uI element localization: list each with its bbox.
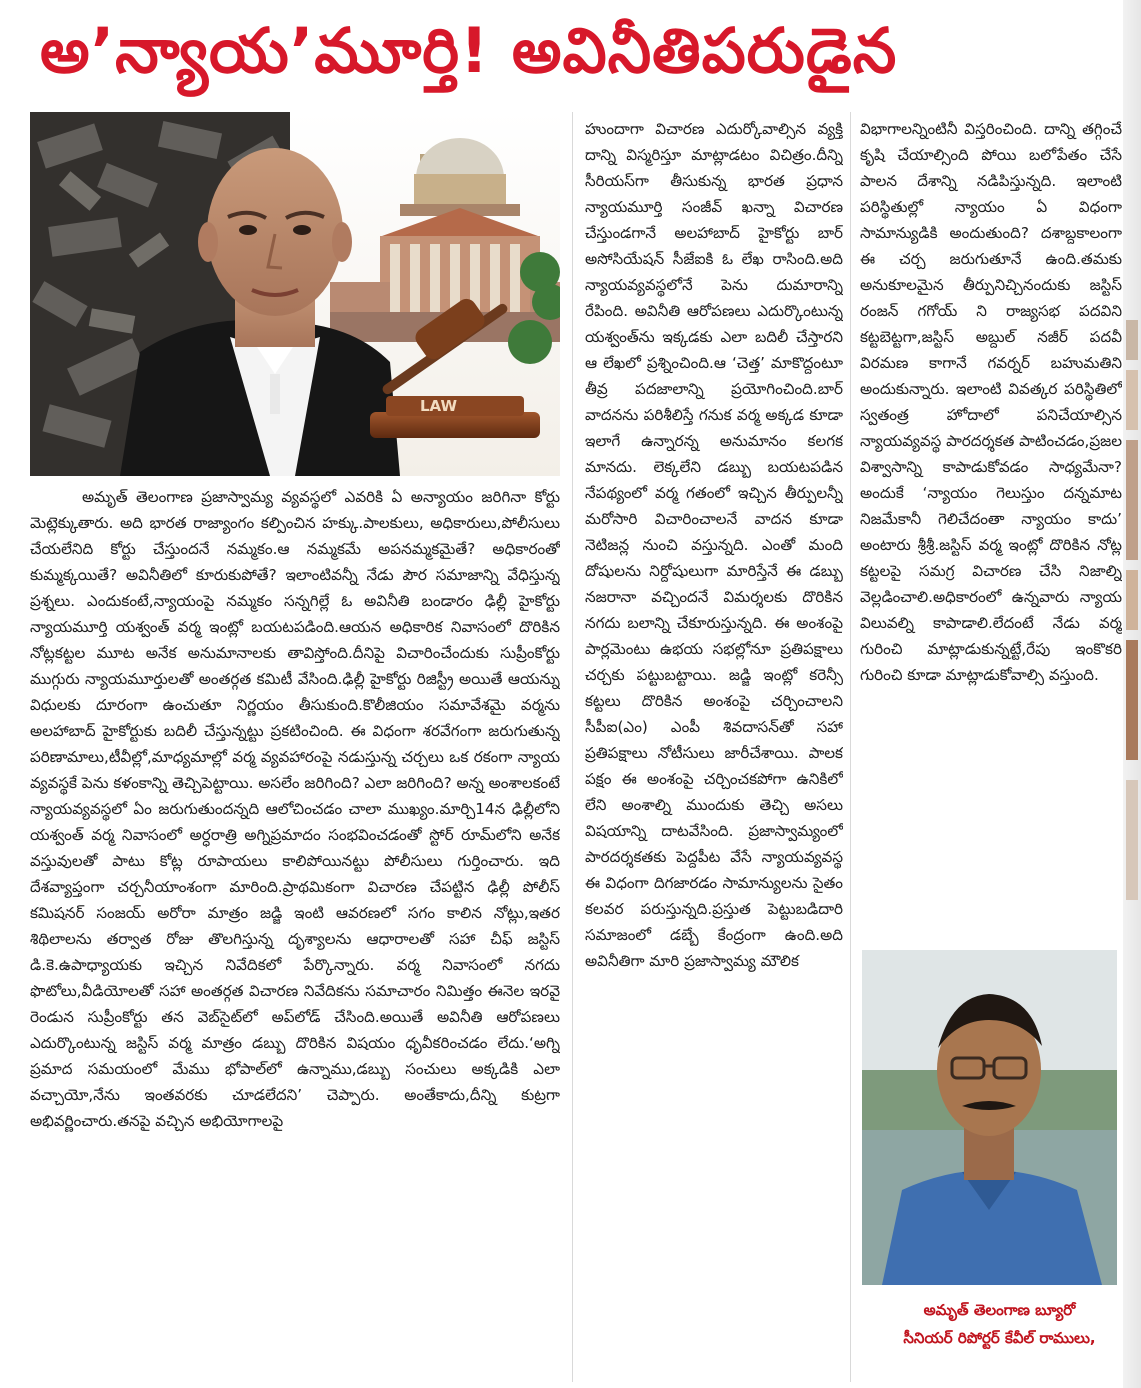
law-sign-text: LAW	[420, 397, 458, 415]
column-divider	[850, 112, 851, 1382]
byline-reporter: సీనియర్ రిపోర్టర్ కేవీల్ రాములు,	[903, 1329, 1096, 1347]
byline	[862, 1296, 1137, 1352]
reporter-photo-illustration	[862, 950, 1117, 1285]
reporter-photo	[862, 950, 1117, 1285]
article-column-2: హుందాగా విచారణ ఎదుర్కోవాల్సిన వ్యక్తి దాన్ని విస్మరిస్తూ మాట్లాడటం విచిత్రం.దీన్ని సీరియస్‌గా తీసుకున్న భారత ప్రధాన న్యాయమూర్తి సంజీవ్ ఖన్నా విచారణ చేస్తుండగానే అలహాబాద్ హైకోర్టు బార్ అసోసియేషన్ సీజేఐకి ఓ లేఖ రాసింది.అది న్యాయవ్యవస్థలోనే పెను దుమారాన్ని రేపింది. అవినీతి ఆరోపణలు ఎదుర్కొంటున్న యశ్వంత్‌ను ఇక్కడకు ఎలా బదిలీ చేస్తారని ఆ లేఖలో ప్రశ్నించింది.ఆ ‘చెత్త’ మాకొద్దంటూ తీవ్ర పదజాలాన్ని ప్రయోగించింది.బార్ వాదనను పరిశీలిస్తే గనుక వర్మ అక్కడ కూడా ఇలాగే ఉన్నారన్న అనుమానం కలగక మానదు. లెక్కలేని డబ్బు బయటపడిన నేపథ్యంలో వర్మ గతంలో ఇచ్చిన తీర్పులన్నీ మరోసారి విచారించాలనే వాదన కూడా నెటిజన్ల నుంచి వస్తున్నది. ఎంతో మంది దోషులను నిర్దోషులుగా మారిస్తేనే ఈ డబ్బు నజరానా వచ్చిందనే విమర్శలకు దొరికిన నగదు బలాన్ని చేకూరుస్తున్నది. ఈ అంశంపై పార్లమెంటు ఉభయ సభల్లోనూ ప్రతిపక్షాలు చర్చకు పట్టుబట్టాయి. జడ్జి ఇంట్లో కరెన్సీ కట్టలు దొరికిన అంశంపై చర్చించాలని సీపీఐ(ఎం) ఎంపీ శివదాసన్‌తో సహా ప్రతిపక్షాలు నోటీసులు జారీచేశాయి. పాలక పక్షం ఈ అంశంపై చర్చించకపోగా ఉనికిలో లేని అంశాల్ని ముందుకు తెచ్చి అసలు విషయాన్ని దాటవేసింది. ప్రజాస్వామ్యంలో పారదర్శకతకు పెద్దపీట వేసే న్యాయవ్యవస్థ ఈ విధంగా దిగజారడం సామాన్యులను సైతం కలవర పరుస్తున్నది.ప్రస్తుత పెట్టుబడిదారి సమాజంలో డబ్బే కేంద్రంగా ఉంది.అది అవినీతిగా మారి ప్రజాస్వామ్య మౌలిక	[585, 120, 843, 970]
byline-bureau: అమృత్ తెలంగాణ బ్యూరో	[923, 1301, 1076, 1319]
main-photo	[30, 112, 560, 476]
column-divider	[572, 112, 573, 1382]
headline: అ’న్యాయ’మూర్తి! అవినీతిపరుడైన	[40, 14, 898, 87]
main-photo-illustration	[30, 112, 560, 476]
adjacent-page-edge	[1123, 0, 1141, 1388]
article-column-3: విభాగాలన్నింటినీ విస్తరించింది. దాన్ని తగ్గించే కృషి చేయాల్సింది పోయి బలోపేతం చేసే పాలన దేశాన్ని నడిపిస్తున్నది. ఇలాంటి పరిస్థితుల్లో న్యాయం ఏ విధంగా సామాన్యుడికి అందుతుంది? దశాబ్దకాలంగా ఈ చర్చ జరుగుతూనే ఉంది.తమకు అనుకూలమైన తీర్పునిచ్చినందుకు జస్టిస్ రంజన్ గగోయ్ ని రాజ్యసభ పదవిని కట్టబెట్టగా,జస్టిస్ అబ్దుల్ నజీర్ పదవీ విరమణ కాగానే గవర్నర్ బహుమతిని అందుకున్నారు. ఇలాంటి వివత్కర పరిస్థితిలో స్వతంత్ర హోదాలో పనిచేయాల్సిన న్యాయవ్యవస్థ పారదర్శకత పాటించడం,ప్రజల విశ్వాసాన్ని కాపాడుకోవడం సాధ్యమేనా? అందుకే ‘న్యాయం గెలుస్తుం దన్నమాట నిజమేకానీ గెలిచేదంతా న్యాయం కాదు’ అంటారు శ్రీశ్రీ.జస్టిస్ వర్మ ఇంట్లో దొరికిన నోట్ల కట్టలపై సమగ్ర విచారణ చేసి నిజాల్ని వెల్లడించాలి.అధికారంలో ఉన్నవారు న్యాయ విలువల్ని కాపాడాలి.లేదంటే నేడు వర్మ గురించి మాట్లాడుకున్నట్టే,రేపు ఇంకొకరి గురించి కూడా మాట్లాడుకోవాల్సి వస్తుంది.	[860, 120, 1122, 684]
article-column-1: అమృత్ తెలంగాణ ప్రజాస్వామ్య వ్యవస్థలో ఎవరికి ఏ అన్యాయం జరిగినా కోర్టు మెట్లెక్కుతారు. అది భారత రాజ్యాంగం కల్పించిన హక్కు.పాలకులు, అధికారులు,పోలీసులు చేయలేనిది కోర్టు చేస్తుందనే నమ్మకం.ఆ నమ్మకమే అపనమ్మకమైతే? అధికారంతో కుమ్మక్కయితే? అవినీతిలో కూరుకుపోతే? ఇలాంటివన్నీ నేడు పౌర సమాజాన్ని వేధిస్తున్న ప్రశ్నలు. ఎందుకంటే,న్యాయంపై నమ్మకం సన్నగిల్లే ఓ అవినీతి బండారం ఢిల్లీ హైకోర్టు న్యాయమూర్తి యశ్వంత్ వర్మ ఇంట్లో బయటపడింది.ఆయన అధికారిక నివాసంలో దొరికిన నోట్లకట్టల మూట అనేక అనుమానాలకు తావిస్తోంది.దీనిపై విచారించేందుకు సుప్రీంకోర్టు ముగ్గురు న్యాయమూర్తులతో అంతర్గత కమిటీ వేసింది.ఢిల్లీ హైకోర్టు రిజిస్ట్రీ అయితే ఆయన్ను విధులకు దూరంగా ఉంచుతూ నిర్ణయం తీసుకుంది.కొలీజియం సమావేశమై వర్మను అలహాబాద్ హైకోర్టుకు బదిలీ చేస్తున్నట్టు ప్రకటించింది. ఈ విధంగా శరవేగంగా జరుగుతున్న పరిణామాలు,టీవీల్లో,మాధ్యమాల్లో వర్మ వ్యవహారంపై నడుస్తున్న చర్చలు ఒక రకంగా న్యాయ వ్యవస్థకే పెను కళంకాన్ని తెచ్చిపెట్టాయి. అసలేం జరిగింది? ఎలా జరిగింది? అన్న అంశాలకంటే న్యాయవ్యవస్థలో ఏం జరుగుతుందన్నది ఆలోచించడం చాలా ముఖ్యం.మార్చి14న ఢిల్లీలోని యశ్వంత్ వర్మ నివాసంలో అర్ధరాత్రి అగ్నిప్రమాదం సంభవించడంతో స్టోర్ రూమ్‌లోని అనేక వస్తువులతో పాటు కోట్ల రూపాయలు కాలిపోయినట్టు పోలీసులు గుర్తించారు. ఇది దేశవ్యాప్తంగా చర్చనీయాంశంగా మారింది.ప్రాథమికంగా విచారణ చేపట్టిన ఢిల్లీ పోలీస్ కమిషనర్ సంజయ్ అరోరా మాత్రం జడ్జి ఇంటి ఆవరణలో సగం కాలిన నోట్లు,ఇతర శిథిలాలను తర్వాత రోజు తొలగిస్తున్న దృశ్యాలను ఆధారాలతో సహా చీఫ్ జస్టిస్ డి.కె.ఉపాధ్యాయకు ఇచ్చిన నివేదికలో పేర్కొన్నారు. వర్మ నివాసంలో నగదు ఫొటోలు,వీడియోలతో సహా అంతర్గత విచారణ నివేదికను సమాచారం నిమిత్తం ఈనెల ఇరవై రెండున సుప్రీంకోర్టు తన వెబ్‌సైట్‌లో అప్‌లోడ్ చేసింది.అయితే అవినీతి ఆరోపణలు ఎదుర్కొంటున్న జస్టిస్ వర్మ మాత్రం డబ్బు దొరికిన విషయం ధృవీకరించడం లేదు.‘అగ్ని ప్రమాద సమయంలో మేము భోపాల్‌లో ఉన్నాము,డబ్బు సంచులు అక్కడికి ఎలా వచ్చాయో,నేను ఇంతవరకు చూడలేదని’ చెప్పారు. అంతేకాదు,దీన్ని కుట్రగా అభివర్ణించారు.తనపై వచ్చిన అభియోగాలపై	[30, 488, 560, 1130]
